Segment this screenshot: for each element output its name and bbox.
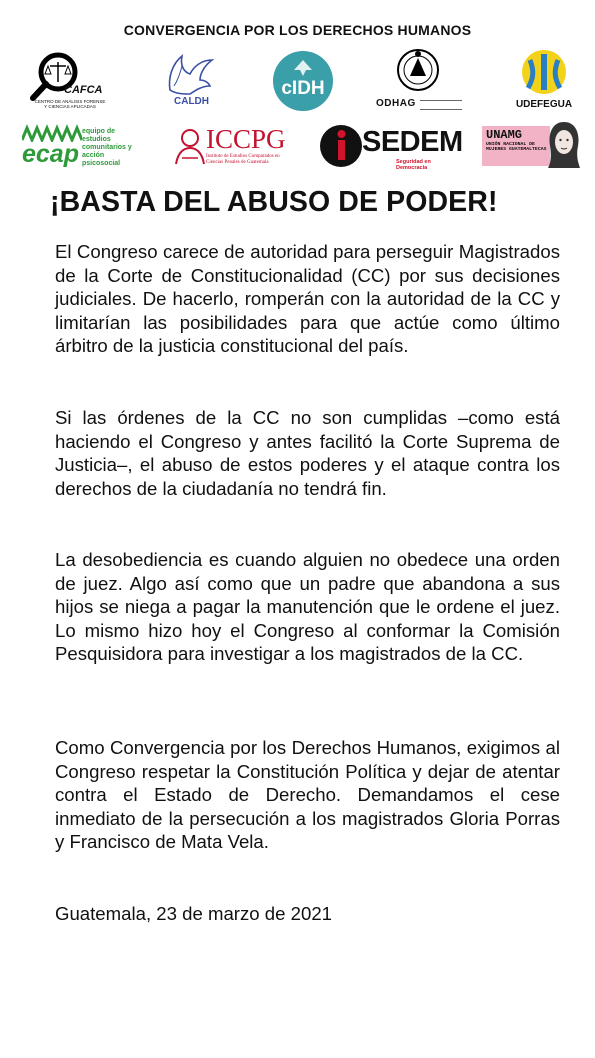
iccpg-subtitle: Instituto de Estudios Comparados en Ciencias Penales de Guatemala: [206, 154, 280, 165]
cafca-name: CAFCA: [64, 84, 103, 96]
udefegua-name: UDEFEGUA: [515, 99, 573, 110]
sedem-subtitle: Seguridad en Democracia: [396, 159, 431, 171]
cidh-name: cIDH: [281, 78, 325, 99]
ecap-name: ecap: [22, 140, 79, 168]
logo-cafca: [28, 50, 108, 112]
logo-caldh: [160, 50, 220, 112]
odhag-seal-icon: [376, 48, 466, 96]
dove-icon: [160, 50, 220, 100]
logo-ecap: [22, 124, 140, 170]
odhag-subtitle-lines: [420, 100, 462, 110]
logo-cidh: [272, 50, 334, 112]
odhag-name: ODHAG: [376, 98, 416, 109]
document-title: ¡BASTA DEL ABUSO DE PODER!: [50, 186, 498, 218]
sedem-circle-icon: [320, 124, 364, 168]
logo-odhag: [376, 48, 466, 112]
coalition-header: CONVERGENCIA POR LOS DERECHOS HUMANOS: [123, 22, 472, 38]
document-date: Guatemala, 23 de marzo de 2021: [55, 903, 333, 924]
logo-unamg: [482, 118, 582, 170]
paragraph-1: El Congreso carece de autoridad para perseguir Magistrados de la Corte de Constitucionalidad (CC) por sus decisiones judiciales. De hacerlo, romperán con la autoridad de la CC y limitarían las posibilidades para que actúe como último árbitro de la justicia constitucional del país.: [55, 241, 560, 356]
logo-sedem: [320, 124, 463, 171]
paragraph-2: Si las órdenes de la CC no son cumplidas –como está haciendo el Congreso y antes facilitó la Corte Suprema de Justicia–, el abuso de estos poderes y el ataque contra los derechos de la ciudadanía no tendrá fin.: [55, 407, 560, 499]
udefegua-emblem-icon: [512, 48, 576, 98]
iccpg-name: ICCPG: [206, 124, 286, 154]
iccpg-figure-icon: [172, 124, 208, 166]
woman-portrait-icon: [546, 118, 582, 170]
sedem-name: SEDEM: [362, 126, 463, 158]
paragraph-4: Como Convergencia por los Derechos Humanos, exigimos al Congreso respetar la Constitución Política y dejar de atentar contra el Estado de Derecho. Demandamos el cese inmediato de la persecución a los magistrados Gloria Porras y Francisco de Mata Vela.: [55, 737, 560, 852]
ecap-subtitle: equipo de estudios comunitarios y acción psicosocial: [82, 128, 132, 167]
unamg-subtitle: UNIÓN NACIONAL DE MUJERES GUATEMALTECAS: [486, 142, 547, 153]
unamg-name: UNAMG: [486, 128, 523, 142]
logo-udefegua: [512, 48, 576, 112]
cafca-subtitle: CENTRO DE ANÁLISIS FORENSE Y CIENCIAS APLICADAS: [34, 99, 106, 109]
logo-iccpg: [172, 124, 292, 170]
paragraph-3: La desobediencia es cuando alguien no obedece una orden de juez. Algo así como que un padre que abandona a sus hijos se niega a pagar la manutención que le ordene el juez. Lo mismo hizo hoy el Congreso al conformar la Comisión Pesquisidora para investigar a los magistrados de la CC.: [55, 549, 560, 664]
caldh-name: CALDH: [174, 96, 209, 107]
